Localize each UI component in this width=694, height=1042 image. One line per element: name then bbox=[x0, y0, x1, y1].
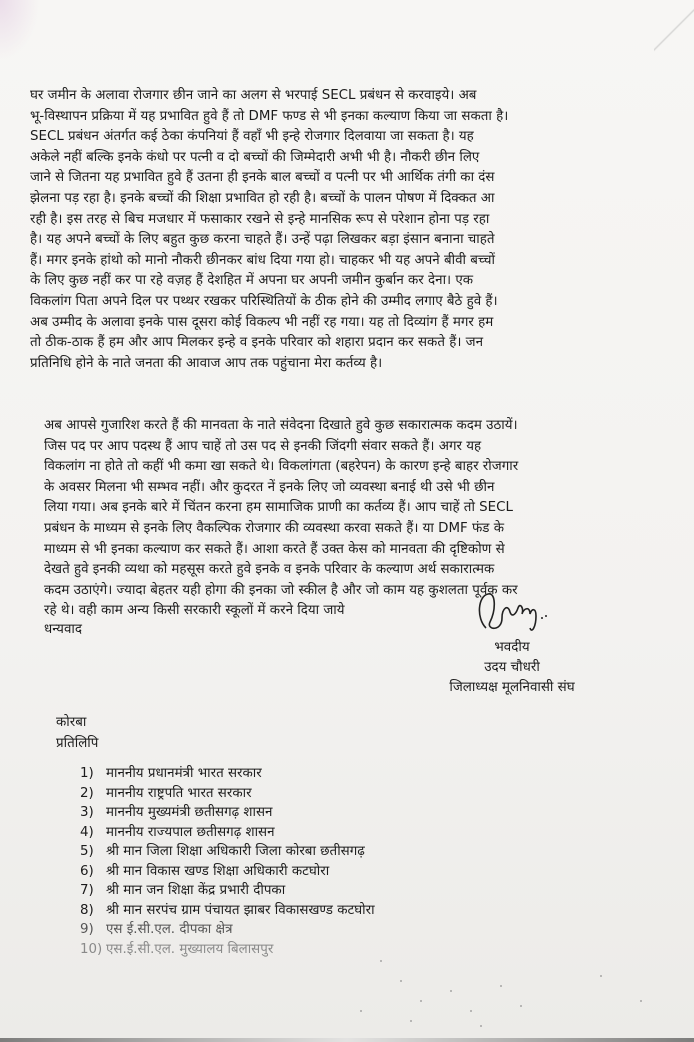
copy-recipient-item bbox=[80, 803, 375, 823]
paragraph-1-line: SECL प्रबंधन अंतर्गत कई ठेका कंपनियां हैं वहाँ भी इन्हे रोजगार दिलवाया जा सकता है। यह bbox=[30, 129, 474, 145]
copy-recipient-text: माननीय प्रधानमंत्री भारत सरकार bbox=[106, 766, 262, 781]
paragraph-2-line: प्रबंधन के माध्यम से इनके लिए वैकल्पिक रोजगार की व्यवस्था करवा सकते हैं। या DMF फंड के bbox=[44, 520, 505, 536]
paragraph-1-line: प्रतिनिधि होने के नाते जनता की आवाज आप तक पहुंचाना मेरा कर्तव्य है। bbox=[30, 355, 383, 371]
copy-recipient-text: श्री मान जन शिक्षा केंद्र प्रभारी दीपका bbox=[106, 883, 286, 898]
scan-speckle bbox=[500, 985, 502, 987]
signatory-designation: जिलाध्यक्ष मूलनिवासी संघ bbox=[449, 680, 575, 695]
paragraph-1-line: हैं। मगर इनके हांथो को मानो नौकरी छीनकर बांध दिया गया हो। चाहकर भी यह अपने बीवी बच्चों bbox=[30, 252, 495, 268]
copy-recipient-text: एस ई.सी.एल. दीपका क्षेत्र bbox=[106, 922, 233, 937]
paragraph-2-line: रहे थे। वही काम अन्य किसी सरकारी स्कूलों में करने दिया जाये bbox=[44, 603, 345, 619]
copy-recipient-text: एस.ई.सी.एल. मुख्यालय बिलासपुर bbox=[106, 941, 274, 957]
scan-speckle bbox=[640, 1000, 642, 1002]
paragraph-2-line: माध्यम से भी इनका कल्याण कर सकते हैं। आशा करते हैं उक्त केस को मानवता की दृष्टिकोण से bbox=[44, 541, 505, 557]
paragraph-1-line: अब उम्मीद के अलावा इनके पास दूसरा कोई विकल्प भी नहीं रह गया। यह तो दिव्यांग हैं मगर हम bbox=[30, 314, 494, 330]
scan-speckle bbox=[410, 1020, 412, 1022]
copy-recipient-text: माननीय राष्ट्रपति भारत सरकार bbox=[106, 785, 252, 801]
copy-recipient-number: 1) bbox=[80, 766, 94, 781]
paragraph-1-line: के लिए कुछ नहीं कर पा रहे वज़ह हैं देशहित में अपना घर अपनी जमीन कुर्बान कर देना। एक bbox=[30, 273, 474, 289]
closing-thanks: धन्यवाद bbox=[44, 622, 82, 637]
paragraph-1-line: है। यह अपने बच्चों के लिए बहुत कुछ करना चाहते हैं। उन्हें पढ़ा लिखकर बड़ा इंसान बनाना चाहते bbox=[30, 232, 495, 248]
copy-recipient-number: 9) bbox=[80, 922, 94, 937]
copy-recipient-number: 8) bbox=[80, 902, 94, 918]
paragraph-2-line: अब आपसे गुजारिश करते हैं की मानवता के नाते संवेदना दिखाते हुवे कुछ सकारात्मक कदम उठायें। bbox=[44, 418, 518, 433]
salutation: भवदीय bbox=[494, 640, 530, 655]
copy-recipient-item bbox=[80, 862, 375, 882]
handwritten-signature-icon bbox=[472, 588, 562, 638]
copy-recipient-item bbox=[80, 940, 375, 960]
paragraph-2-line: लिया गया। अब इनके बारे में चिंतन करना हम सामाजिक प्राणी का कर्तव्य हैं। आप चाहें तो SECL bbox=[44, 500, 513, 516]
copy-recipient-number: 2) bbox=[80, 785, 94, 801]
scan-speckle bbox=[470, 1010, 472, 1012]
page-bottom-edge bbox=[0, 1038, 694, 1042]
copy-recipient-item bbox=[80, 901, 375, 921]
scan-speckle bbox=[450, 990, 452, 992]
copy-label: प्रतिलिपि bbox=[56, 736, 99, 751]
paragraph-1-line: तो ठीक-ठाक हैं हम और आप मिलकर इन्हे व इनके परिवार को शहारा प्रदान कर सकते हैं। जन bbox=[30, 335, 484, 351]
copy-recipient-text: माननीय राज्यपाल छतीसगढ़ शासन bbox=[106, 824, 275, 840]
paragraph-2-line: कदम उठाएंगे। ज्यादा बेहतर यही होगा की इनका जो स्कील है और जो काम यह कुशलता पूर्वक कर bbox=[44, 582, 518, 598]
paragraph-1-line: भू-विस्थापन प्रक्रिया में यह प्रभावित हुवे हैं तो DMF फण्ड से भी इनका कल्याण किया जा सकता है। bbox=[30, 108, 509, 124]
paragraph-2-line: विकलांग ना होते तो कहीं भी कमा खा सकते थे। विकलांगता (बहरेपन) के कारण इन्हे बाहर रोजगार bbox=[44, 459, 519, 475]
copy-recipient-number: 3) bbox=[80, 805, 94, 820]
copy-recipient-number: 10) bbox=[80, 941, 103, 957]
copy-recipient-text: श्री मान सरपंच ग्राम पंचायत झाबर विकासखण्ड कटघोरा bbox=[106, 902, 375, 918]
paragraph-2-line: देखते हुवे इनकी व्यथा को महसूस करते हुवे इनके व इनके परिवार के कल्याण अर्थ सकारात्मक bbox=[44, 562, 495, 578]
copy-recipient-item bbox=[80, 823, 375, 843]
scan-speckle bbox=[420, 1000, 422, 1002]
copy-recipient-number: 7) bbox=[80, 883, 94, 898]
copy-recipient-item bbox=[80, 881, 375, 901]
scan-speckle bbox=[480, 1025, 482, 1027]
paragraph-1-line: रही है। इस तरह से बिच मजधार में फसाकार रखने से इन्हे मानसिक रूप से परेशान होना पड़ रहा bbox=[30, 211, 490, 227]
copy-recipient-number: 4) bbox=[80, 824, 94, 840]
paragraph-1-line: अकेले नहीं बल्कि इनके कंधो पर पत्नी व दो बच्चों की जिम्मेदारी अभी भी है। नौकरी छीन लिए bbox=[30, 149, 480, 165]
scan-speckle bbox=[360, 1010, 362, 1012]
location: कोरबा bbox=[56, 715, 87, 730]
signatory-name: उदय चौधरी bbox=[484, 660, 540, 675]
copy-recipient-item bbox=[80, 920, 375, 940]
page-corner-shadow bbox=[0, 0, 40, 60]
page-fold-line bbox=[654, 0, 694, 60]
scan-speckle bbox=[380, 960, 382, 962]
copy-recipient-text: माननीय मुख्यमंत्री छतीसगढ़ शासन bbox=[106, 805, 273, 820]
copy-recipient-item bbox=[80, 784, 375, 804]
signature-block bbox=[412, 588, 612, 698]
copy-recipient-text: श्री मान विकास खण्ड शिक्षा अधिकारी कटघोरा bbox=[106, 863, 330, 879]
copy-recipient-number: 5) bbox=[80, 844, 94, 859]
copy-recipient-item bbox=[80, 842, 375, 862]
copy-recipient-text: श्री मान जिला शिक्षा अधिकारी जिला कोरबा छतीसगढ़ bbox=[106, 844, 365, 859]
paragraph-2-line: के अवसर मिलना भी सम्भव नहीं। और कुदरत नें इनके लिए जो व्यवस्था बनाई थी उसे भी छीन bbox=[44, 479, 495, 495]
copy-recipient-item bbox=[80, 764, 375, 784]
copy-recipients-list bbox=[80, 764, 375, 959]
copy-recipient-number: 6) bbox=[80, 863, 94, 879]
paragraph-1-line: जाने से जितना यह प्रभावित हुवे हैं उतना ही इनके बाल बच्चों व पत्नी पर भी आर्थिक तंगी का दंस bbox=[30, 170, 495, 186]
scan-speckle bbox=[520, 1005, 522, 1007]
paragraph-1-line: घर जमीन के अलावा रोजगार छीन जाने का अलग से भरपाई SECL प्रबंधन से करवाइये। अब bbox=[30, 88, 477, 103]
scan-speckle bbox=[600, 975, 602, 977]
scan-speckle bbox=[400, 980, 402, 982]
letter-paragraph-1 bbox=[30, 86, 680, 374]
paragraph-1-line: झेलना पड़ रहा है। इनके बच्चों की शिक्षा प्रभावित हो रही है। बच्चों के पालन पोषण में दिक्कत आ bbox=[30, 190, 495, 206]
paragraph-2-line: जिस पद पर आप पदस्थ हैं आप चाहें तो उस पद से इनकी जिंदगी संवार सकते हैं। अगर यह bbox=[44, 438, 482, 454]
paragraph-1-line: विकलांग पिता अपने दिल पर पथ्थर रखकर परिस्थितियों के ठीक होने की उम्मीद लगाए बैठे हुवे हैं। bbox=[30, 293, 498, 309]
